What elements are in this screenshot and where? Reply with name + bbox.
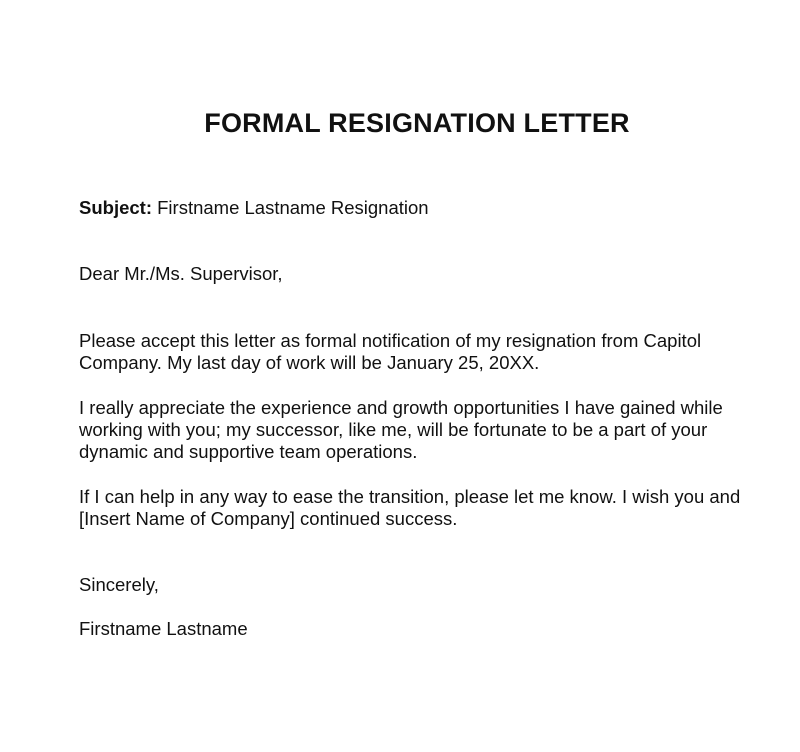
letter-title: FORMAL RESIGNATION LETTER	[204, 108, 630, 138]
subject-line	[79, 197, 429, 219]
signature: Firstname Lastname	[79, 618, 248, 639]
subject-value: Firstname Lastname Resignation	[157, 197, 429, 218]
subject-label: Subject:	[79, 197, 152, 218]
closing: Sincerely,	[79, 574, 159, 595]
paragraph-3: If I can help in any way to ease the transition, please let me know. I wish you and [Insert Name of Company] continued success.	[79, 486, 741, 529]
paragraph-2: I really appreciate the experience and growth opportunities I have gained while working with you; my successor, like me, will be fortunate to be a part of your dynamic and supportive team operations.	[79, 397, 723, 462]
paragraph-1: Please accept this letter as formal notification of my resignation from Capitol Company. My last day of work will be January 25, 20XX.	[79, 330, 702, 373]
salutation: Dear Mr./Ms. Supervisor,	[79, 263, 283, 284]
